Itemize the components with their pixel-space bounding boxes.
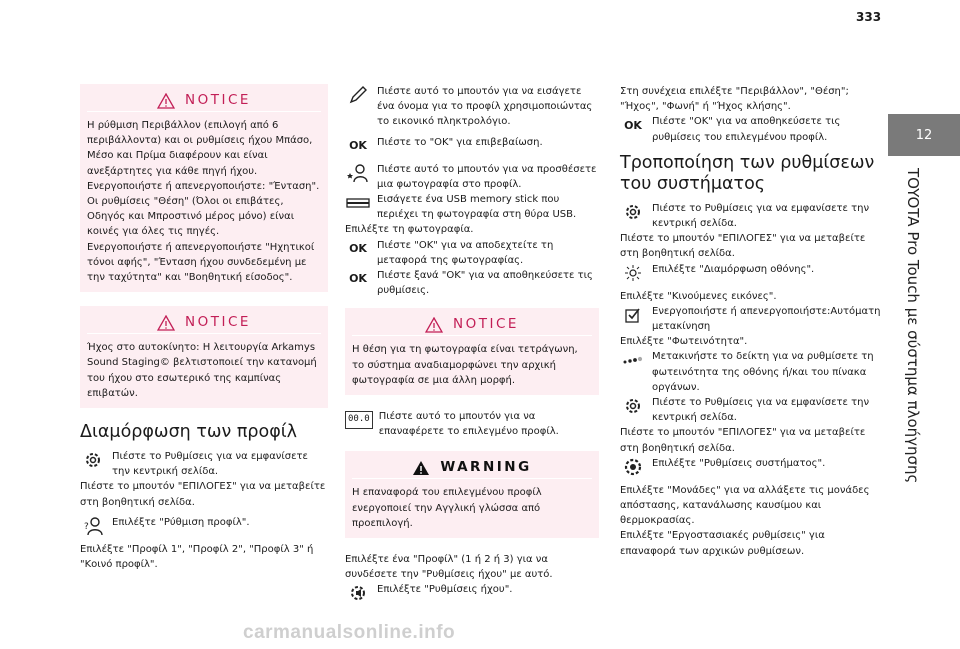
notice-label: NOTICE — [185, 91, 251, 108]
column-1 — [80, 84, 328, 572]
section-heading: Διαμόρφωση των προφίλ — [80, 422, 298, 443]
gear-icon — [80, 449, 106, 471]
warning-triangle-icon — [157, 93, 175, 109]
instruction — [345, 582, 599, 604]
notice-text: Ενεργοποιήστε ή απενεργοποιήστε: "Ένταση". — [87, 180, 320, 192]
instruction — [345, 238, 599, 268]
instruction-text: Ενεργοποιήστε ή απενεργοποιήστε:Αυτόματη μετακίνηση — [652, 305, 881, 333]
notice-text: Ενεργοποιήστε ή απενεργοποιήστε "Ηχητικοί τόνοι αφής", "Ένταση ήχου συνδεδεμένη με την ταχύτητα" και "Βοηθητική είσοδος". — [87, 241, 315, 284]
instruction-text: Επιλέξτε "Ρυθμίσεις ήχου". — [377, 584, 513, 596]
instruction — [620, 114, 882, 144]
sound-settings-icon — [345, 582, 371, 604]
notice-header — [87, 90, 321, 112]
ok-icon: OK — [349, 272, 367, 286]
notice-box — [80, 84, 328, 292]
instruction — [345, 409, 599, 439]
section-heading: Τροποποίηση των ρυθμίσεων του συστήματος — [620, 152, 875, 194]
instruction — [620, 395, 882, 425]
warning-header — [352, 457, 592, 479]
notice-text: Ήχος στο αυτοκίνητο: Η λειτουργία Arkamys Sound Staging© βελτιστοποιεί την κατανομή του ήχου στο εσωτερικό της καμπίνας επιβατών. — [87, 342, 317, 399]
notice-label: NOTICE — [453, 316, 519, 333]
instruction-text: Πιέστε το Ρυθμίσεις για να εμφανίσετε την κεντρική σελίδα. — [652, 202, 870, 230]
reset-label: 00.0 — [345, 411, 373, 428]
instruction-text: Πιέστε "OK" για να αποθηκεύσετε τις ρυθμίσεις του επιλεγμένου προφίλ. — [652, 116, 841, 143]
chapter-title: TOYOTA Pro Touch με σύστημα πλοήγησης — [904, 168, 922, 484]
checkbox-icon — [620, 304, 646, 326]
ok-icon: OK — [349, 242, 367, 256]
column-2 — [345, 84, 599, 604]
instruction-text: Πιέστε το μπουτόν "ΕΠΙΛΟΓΕΣ" για να μεταβείτε στη βοηθητική σελίδα. — [620, 427, 866, 454]
instruction-text: Πιέστε "OK" για να αποδεχτείτε τη μεταφορά της φωτογραφίας. — [377, 239, 554, 266]
gear-icon — [620, 395, 646, 417]
warning-text: Η επαναφορά του επιλεγμένου προφίλ ενεργοποιεί την Αγγλική γλώσσα από προεπιλογή. — [352, 487, 542, 529]
instruction-text: Πιέστε αυτό το μπουτόν για να εισάγετε ένα όνομα για το προφίλ χρησιμοποιώντας το εικονικό πληκτρολόγιο. — [377, 86, 593, 128]
instruction-text: Επιλέξτε ένα "Προφίλ" (1 ή 2 ή 3) για να συνδέσετε την "Ρυθμίσεις ήχου" με αυτό. — [345, 554, 553, 581]
notice-text: Η θέση για τη φωτογραφία είναι τετράγωνη, το σύστημα αναδιαμορφώνει την αρχική φωτογραφία σε μια άλλη μορφή. — [352, 344, 578, 386]
page-number: 333 — [856, 10, 882, 24]
instruction-text: Πιέστε το Ρυθμίσεις για να εμφανίσετε την κεντρική σελίδα. — [112, 451, 308, 478]
warning-box — [345, 451, 599, 538]
chapter-tab: 12 — [888, 114, 960, 156]
gear-icon — [620, 201, 646, 223]
instruction-text: Πιέστε αυτό το μπουτόν για να προσθέσετε μια φωτογραφία στο προφίλ. — [377, 163, 597, 190]
instruction-text: Πιέστε το Ρυθμίσεις για να εμφανίσετε την κεντρική σελίδα. — [652, 397, 870, 424]
instruction — [620, 304, 882, 334]
instruction-text: Επιλέξτε "Κινούμενες εικόνες". — [620, 290, 777, 302]
ok-icon: OK — [624, 118, 642, 132]
slider-icon — [620, 349, 646, 371]
instruction-text: Επιλέξτε "Διαμόρφωση οθόνης". — [652, 263, 815, 275]
notice-text: Οι ρυθμίσεις "Θέση" (Όλοι οι επιβάτες, Οδηγός και Μπροστινό μέρος μόνο) είναι κοινές για όλες τις πηγές. — [87, 196, 295, 238]
instruction-text: Πιέστε το μπουτόν "ΕΠΙΛΟΓΕΣ" για να μεταβείτε στη βοηθητική σελίδα. — [620, 233, 866, 260]
instruction-text: Επιλέξτε τη φωτογραφία. — [345, 224, 474, 236]
instruction — [80, 449, 328, 479]
add-photo-icon — [345, 162, 371, 184]
instruction-text: Πιέστε το μπουτόν "ΕΠΙΛΟΓΕΣ" για να μεταβείτε στη βοηθητική σελίδα. — [80, 481, 326, 508]
instruction-text: Επιλέξτε "Μονάδες" για να αλλάξετε τις μονάδες απόστασης, κατανάλωσης καυσίμου και θερμοκρασίας. — [620, 484, 870, 527]
instruction-text: Πιέστε το "OK" για επιβεβαίωση. — [377, 136, 543, 148]
pencil-icon — [345, 84, 371, 106]
instruction — [345, 192, 599, 222]
instruction — [620, 456, 882, 478]
instruction — [620, 201, 882, 231]
instruction-text: Πιέστε αυτό το μπουτόν για να επαναφέρετε το επιλεγμένο προφίλ. — [378, 411, 559, 438]
instruction — [620, 262, 882, 284]
instruction-text: Επιλέξτε "Προφίλ 1", "Προφίλ 2", "Προφίλ 3" ή "Κοινό προφίλ". — [80, 543, 314, 571]
watermark: carmanualsonline.info — [243, 622, 456, 643]
warning-triangle-icon — [412, 460, 430, 476]
instruction-text: Επιλέξτε "Ρυθμίσεις συστήματος". — [652, 457, 826, 469]
instruction — [345, 84, 599, 130]
warning-triangle-icon — [157, 315, 175, 331]
instruction — [345, 268, 599, 298]
instruction-text: Μετακινήστε το δείκτη για να ρυθμίσετε τη φωτεινότητα της οθόνης ή/και του πίνακα οργάνων. — [652, 351, 874, 393]
instruction-text: Στη συνέχεια επιλέξτε "Περιβάλλον", "Θέση"; "Ήχος", "Φωνή" ή "Ήχος κλήσης". — [620, 86, 849, 113]
usb-icon — [345, 192, 371, 214]
system-settings-icon — [620, 456, 646, 478]
instruction-text: Εισάγετε ένα USB memory stick που περιέχει τη φωτογραφία στη θύρα USB. — [377, 194, 577, 221]
ok-icon: OK — [349, 139, 367, 152]
instruction — [620, 349, 882, 395]
instruction — [80, 515, 328, 537]
notice-box — [80, 306, 328, 408]
instruction — [345, 162, 599, 192]
notice-header — [352, 314, 592, 336]
instruction — [345, 135, 599, 157]
reset-icon — [345, 409, 373, 431]
column-3 — [620, 84, 882, 559]
notice-box — [345, 308, 599, 395]
notice-label: NOTICE — [185, 314, 251, 331]
notice-text: Η ρύθμιση Περιβάλλον (επιλογή από 6 περιβάλλοντα) και οι ρυθμίσεις ήχου Μπάσο, Μέσο και Πρίμα διαφέρουν και είναι ανεξάρτητες για κάθε πηγή ήχου. — [87, 120, 313, 177]
notice-header — [87, 312, 321, 334]
warning-label: WARNING — [440, 459, 532, 476]
svg-text:?: ? — [84, 521, 89, 532]
profile-icon — [80, 515, 106, 537]
instruction-text: Πιέστε ξανά "OK" για να αποθηκεύσετε τις ρυθμίσεις. — [377, 270, 593, 297]
instruction-text: Επιλέξτε "Φωτεινότητα". — [620, 336, 748, 348]
instruction-text: Επιλέξτε "Ρύθμιση προφίλ". — [112, 516, 250, 528]
warning-triangle-icon — [425, 317, 443, 333]
instruction-text: Επιλέξτε "Εργοστασιακές ρυθμίσεις" για επαναφορά των αρχικών ρυθμίσεων. — [620, 530, 825, 557]
screen-brightness-icon — [620, 262, 646, 284]
